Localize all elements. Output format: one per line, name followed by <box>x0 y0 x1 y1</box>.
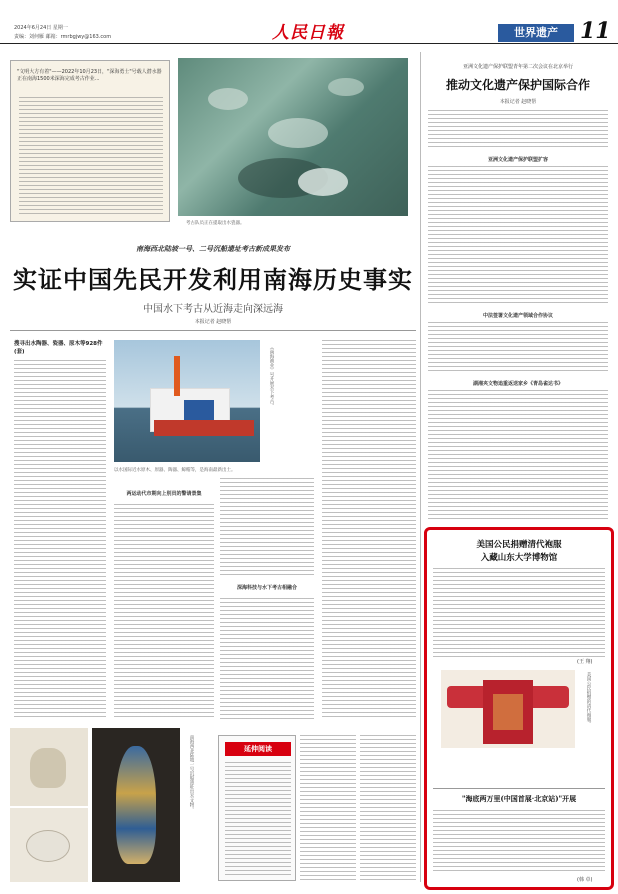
right-sub-3: 湖湘夹文物追重返送家乡《青岛雀达书》 <box>472 381 563 387</box>
right-top-body-2 <box>428 166 608 306</box>
center-col-body-2 <box>220 478 314 578</box>
box-headline-1: 美国公民捐赠清代袍服 <box>476 540 562 550</box>
artifact-photo-teapot <box>10 808 88 882</box>
right-sub-1: 亚洲文化遗产保护联盟扩容 <box>487 157 548 163</box>
masthead-logo: 人民日報 <box>272 23 344 43</box>
right-top-body-3 <box>428 322 608 374</box>
lead-headline: 实证中国先民开发利用南海历史事实 <box>13 265 413 294</box>
robe-photo <box>441 670 575 748</box>
side-caption: 《南海渔业》号开展水下考古。 <box>269 345 274 408</box>
lead-kicker: 南海西北陆坡一号、二号沉船遗址考古新成果发布 <box>136 245 290 253</box>
editor-line: 责编：刘何雁 邮箱：rmrbgjwy@163.com <box>14 34 112 40</box>
col-divider <box>420 52 421 882</box>
bottom-col-body-1 <box>300 735 356 881</box>
sidebar-text-lines <box>19 97 163 217</box>
lead-subheadline: 中国水下考古从近海走向深远海 <box>143 304 283 315</box>
section-title: 世界遗产 <box>498 24 574 42</box>
photo-caption-mid: 以水国际近水原木、原器、陶器、鲸帽等，是海南最新出土。 <box>114 468 236 473</box>
box-body-1 <box>433 568 605 658</box>
headline-rule <box>10 330 416 331</box>
bottom-col-body-2 <box>360 735 416 881</box>
photo-caption-top: 考古队员正在提取出水瓷器。 <box>186 221 245 226</box>
center-col-body-3 <box>220 598 314 720</box>
extended-reading-badge: 延伸阅读 <box>225 742 291 756</box>
exhibit-title: "海底两万里(中国首展·北京站)"开展 <box>461 794 577 803</box>
box-headline-2: 入藏山东大学博物馆 <box>480 553 558 563</box>
box-byline: (王 翔) <box>577 659 593 665</box>
extended-reading-text <box>225 762 291 876</box>
right-top-body-4 <box>428 390 608 520</box>
exhibit-body <box>433 810 605 874</box>
masthead <box>0 0 618 44</box>
exhibit-byline: (韩 卓) <box>577 877 593 883</box>
artifact-photo-ewer <box>10 728 88 806</box>
right-sub-2: 中法签署文化遗产领域合作协议 <box>482 313 553 319</box>
right-top-headline: 推动文化遗产保护国际合作 <box>445 78 590 92</box>
center-col-body-1 <box>114 504 214 720</box>
left-col-heading: 搜寻出水陶器、瓷器、原木等928件(套) <box>14 341 103 355</box>
sidebar-quote-box <box>10 60 170 222</box>
issue-date: 2024年6月24日 星期一 <box>14 25 68 31</box>
highlight-box <box>424 527 614 890</box>
left-col-body <box>14 360 106 720</box>
robe-caption: 美国公民捐赠的清代袍服。 <box>586 672 591 726</box>
underwater-photo <box>178 58 408 216</box>
right-center-body <box>322 340 416 720</box>
box-divider <box>433 788 605 789</box>
sub-heading-1: 两运动代市期向上别员的警请景集 <box>126 491 202 497</box>
sidebar-quote-text: "文明大方有着"——2022年10月23日，"深海勇士"号载人潜水器正在南海1500米深海完成考古作业... <box>17 69 162 82</box>
artifact-photo-vase <box>92 728 180 882</box>
extended-reading-box <box>218 735 296 881</box>
page-number: 11 <box>580 18 611 44</box>
bottom-caption: 南海西北陆坡一号沉船遗址出水文物。 <box>189 735 194 812</box>
right-top-byline: 本报记者 赵晓帮 <box>499 99 537 105</box>
sub-heading-2: 深海科技与水下考古相融合 <box>236 585 297 591</box>
lead-byline: 本报记者 赵晓帮 <box>194 319 232 325</box>
right-top-body-1 <box>428 110 608 150</box>
right-top-kicker: 亚洲文化遗产保护联盟青年第二次会议在北京举行 <box>462 64 573 70</box>
ship-photo <box>114 340 260 462</box>
